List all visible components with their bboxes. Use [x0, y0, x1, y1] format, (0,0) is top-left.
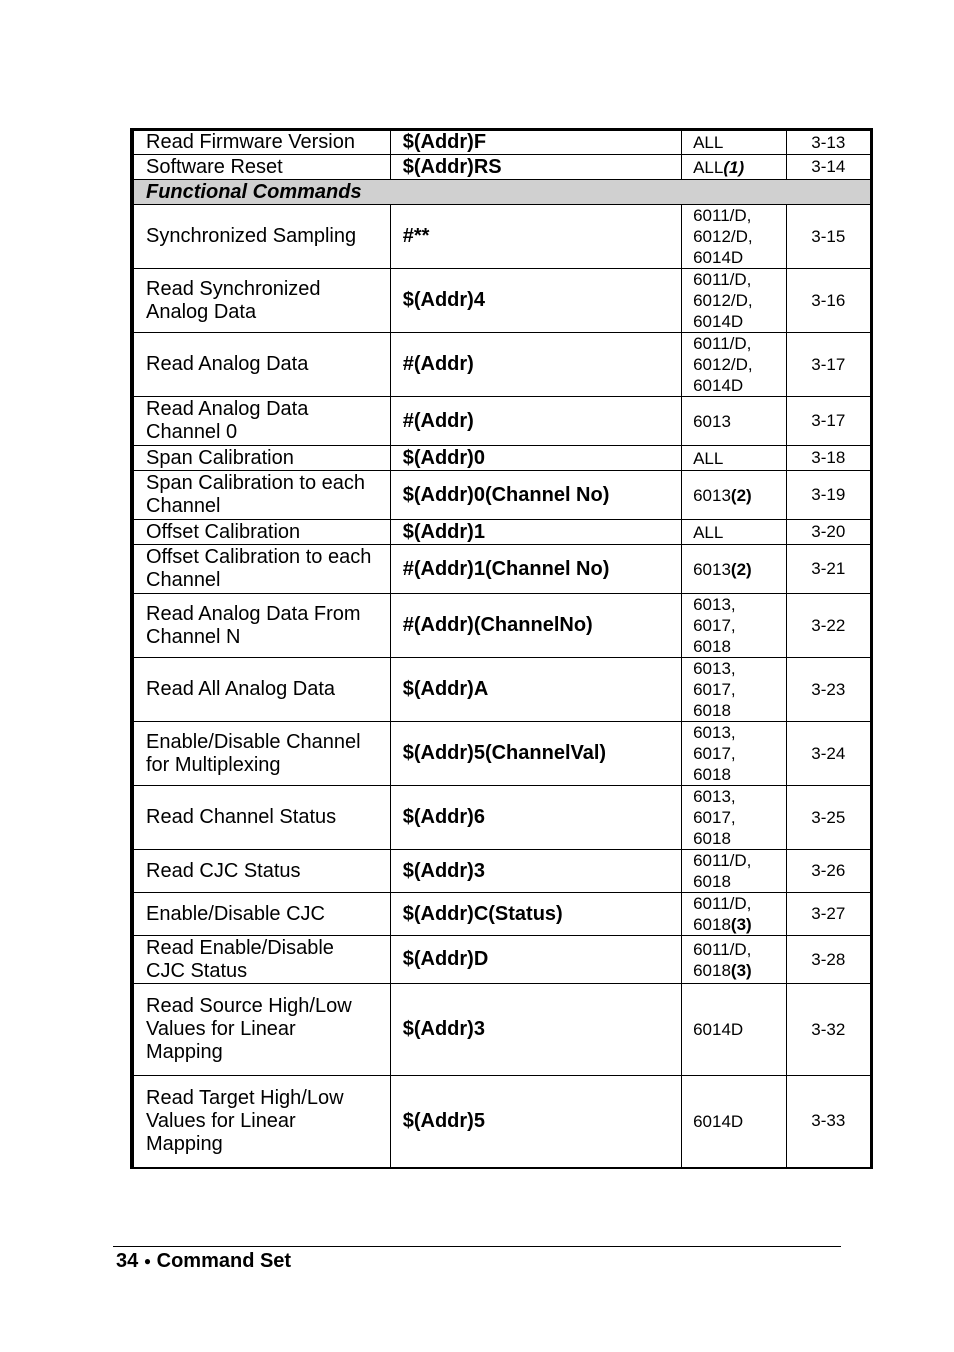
section-title: Functional Commands [132, 180, 872, 205]
section-reference: 3-22 [786, 594, 871, 658]
table-row [132, 658, 872, 722]
command-description: Enable/Disable Channel for Multiplexing [132, 722, 390, 786]
command-syntax: #** [390, 205, 681, 269]
command-syntax: $(Addr)5 [390, 1076, 681, 1168]
command-syntax: $(Addr)3 [390, 984, 681, 1076]
module-footnote: (1) [723, 157, 745, 177]
table-row [132, 786, 872, 850]
command-table-body [132, 130, 872, 1168]
supported-modules [682, 545, 786, 594]
supported-modules [682, 130, 786, 155]
supported-modules [682, 936, 786, 984]
table-row [132, 850, 872, 893]
section-reference: 3-17 [786, 333, 871, 397]
command-description: Read Source High/Low Values for Linear Mapping [132, 984, 390, 1076]
table-row [132, 333, 872, 397]
module-list: 6013 [693, 411, 731, 431]
command-description: Read Synchronized Analog Data [132, 269, 390, 333]
table-row [132, 397, 872, 446]
command-description: Synchronized Sampling [132, 205, 390, 269]
section-reference: 3-16 [786, 269, 871, 333]
module-footnote: (3) [730, 915, 752, 934]
table-row [132, 893, 872, 936]
section-reference: 3-21 [786, 545, 871, 594]
section-reference: 3-27 [786, 893, 871, 936]
table-row [132, 471, 872, 520]
supported-modules [682, 722, 786, 786]
module-list: 6014D [693, 1111, 744, 1131]
command-description: Span Calibration to each Channel [132, 471, 390, 520]
command-description: Enable/Disable CJC [132, 893, 390, 936]
command-syntax: $(Addr)D [390, 936, 681, 984]
page-number: 34 [116, 1250, 139, 1272]
command-syntax: $(Addr)F [390, 130, 681, 155]
section-reference: 3-14 [786, 155, 871, 180]
section-reference: 3-28 [786, 936, 871, 984]
command-description: Offset Calibration [132, 520, 390, 545]
module-list: ALL [693, 133, 724, 152]
module-list: 6011/D, 6018 [693, 939, 752, 980]
table-row [132, 1076, 872, 1168]
table-row [132, 936, 872, 984]
command-description: Read Channel Status [132, 786, 390, 850]
command-description: Read CJC Status [132, 850, 390, 893]
module-list: ALL [693, 448, 724, 468]
supported-modules [682, 786, 786, 850]
command-description: Read Firmware Version [132, 130, 390, 155]
command-syntax: $(Addr)C(Status) [390, 893, 681, 936]
supported-modules [682, 658, 786, 722]
command-description: Read Enable/Disable CJC Status [132, 936, 390, 984]
section-reference: 3-32 [786, 984, 871, 1076]
section-reference: 3-13 [786, 130, 871, 155]
section-reference: 3-23 [786, 658, 871, 722]
section-reference: 3-33 [786, 1076, 871, 1168]
module-footnote: (2) [730, 485, 752, 505]
command-table [130, 128, 873, 1169]
supported-modules [682, 1076, 786, 1168]
table-row [132, 269, 872, 333]
section-reference: 3-17 [786, 397, 871, 446]
command-syntax: $(Addr)0(Channel No) [390, 471, 681, 520]
command-syntax: $(Addr)1 [390, 520, 681, 545]
table-row [132, 722, 872, 786]
page-footer [116, 1250, 291, 1273]
table-row [132, 594, 872, 658]
module-footnote: (3) [730, 960, 752, 980]
command-description: Span Calibration [132, 446, 390, 471]
supported-modules [682, 333, 786, 397]
section-reference: 3-15 [786, 205, 871, 269]
module-list: 6013 [693, 559, 731, 579]
command-description: Software Reset [132, 155, 390, 180]
footer-title: Command Set [156, 1250, 292, 1272]
command-description: Read All Analog Data [132, 658, 390, 722]
section-reference: 3-19 [786, 471, 871, 520]
module-list: 6013, 6017, 6018 [693, 595, 736, 656]
module-footnote: (2) [730, 559, 752, 579]
table-row [132, 520, 872, 545]
supported-modules [682, 984, 786, 1076]
command-syntax: #(Addr) [390, 397, 681, 446]
supported-modules [682, 269, 786, 333]
table-row [132, 984, 872, 1076]
module-list: ALL [693, 157, 724, 177]
command-syntax: $(Addr)6 [390, 786, 681, 850]
supported-modules [682, 205, 786, 269]
command-syntax: $(Addr)3 [390, 850, 681, 893]
section-reference: 3-24 [786, 722, 871, 786]
command-description: Read Analog Data From Channel N [132, 594, 390, 658]
table-row [132, 545, 872, 594]
module-list: ALL [693, 522, 724, 542]
module-list: 6013, 6017, 6018 [693, 723, 736, 784]
module-list: 6013 [693, 485, 731, 505]
command-description: Read Target High/Low Values for Linear Mapping [132, 1076, 390, 1168]
command-syntax: #(Addr)1(Channel No) [390, 545, 681, 594]
module-list: 6011/D, 6012/D, 6014D [693, 334, 753, 395]
section-reference: 3-26 [786, 850, 871, 893]
supported-modules [682, 520, 786, 545]
footer-bullet: ● [143, 1254, 152, 1268]
command-syntax: #(Addr)(ChannelNo) [390, 594, 681, 658]
module-list: 6011/D, 6012/D, 6014D [693, 206, 753, 267]
command-syntax: $(Addr)5(ChannelVal) [390, 722, 681, 786]
module-list: 6011/D, 6012/D, 6014D [693, 270, 753, 331]
command-description: Read Analog Data Channel 0 [132, 397, 390, 446]
footer-rule [113, 1246, 841, 1247]
module-list: 6011/D, 6018 [693, 894, 752, 934]
supported-modules [682, 397, 786, 446]
module-list: 6013, 6017, 6018 [693, 787, 736, 848]
supported-modules [682, 471, 786, 520]
module-list: 6014D [693, 1020, 744, 1039]
supported-modules [682, 155, 786, 180]
supported-modules [682, 594, 786, 658]
supported-modules [682, 850, 786, 893]
command-description: Offset Calibration to each Channel [132, 545, 390, 594]
command-description: Read Analog Data [132, 333, 390, 397]
section-header-row [132, 180, 872, 205]
command-syntax: $(Addr)0 [390, 446, 681, 471]
command-syntax: #(Addr) [390, 333, 681, 397]
table-row [132, 446, 872, 471]
module-list: 6011/D, 6018 [693, 851, 752, 891]
command-syntax: $(Addr)A [390, 658, 681, 722]
command-syntax: $(Addr)RS [390, 155, 681, 180]
section-reference: 3-18 [786, 446, 871, 471]
section-reference: 3-20 [786, 520, 871, 545]
module-list: 6013, 6017, 6018 [693, 659, 736, 720]
table-row [132, 130, 872, 155]
table-row [132, 205, 872, 269]
supported-modules [682, 446, 786, 471]
table-row [132, 155, 872, 180]
section-reference: 3-25 [786, 786, 871, 850]
supported-modules [682, 893, 786, 936]
command-syntax: $(Addr)4 [390, 269, 681, 333]
